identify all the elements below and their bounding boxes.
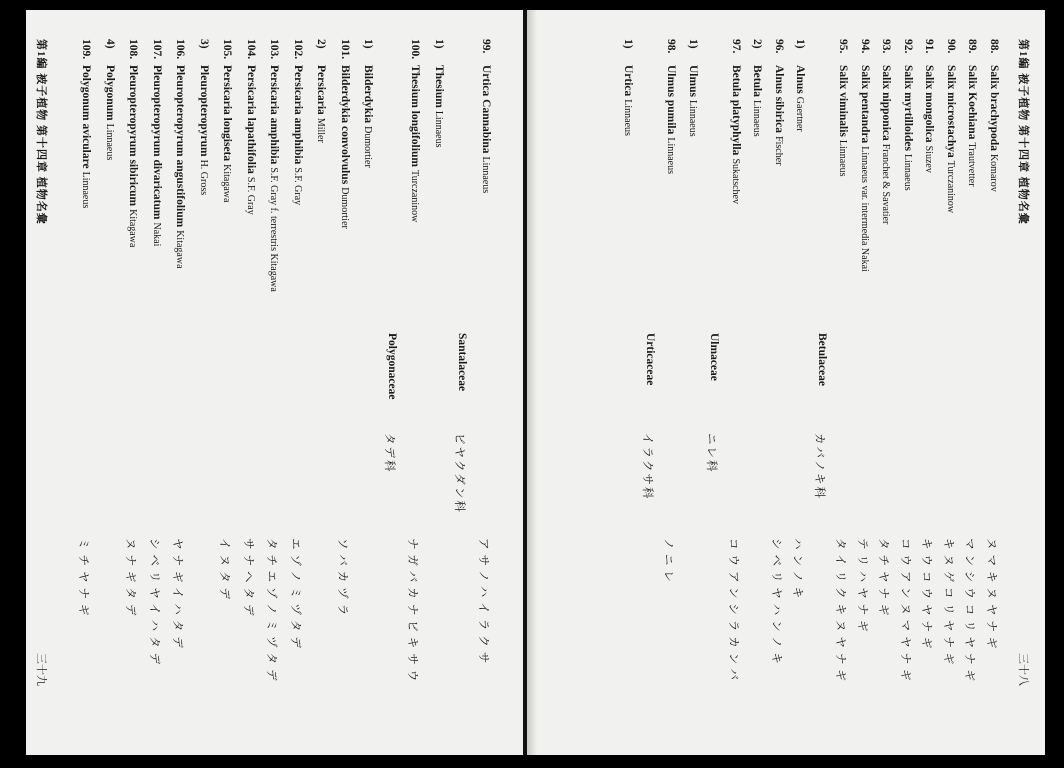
entry-row <box>193 33 210 733</box>
scientific-name <box>198 65 210 195</box>
entry-row <box>475 33 492 733</box>
taxon-name: Salix microstachya <box>945 64 957 158</box>
family-japanese-name: タデ科 <box>382 432 395 473</box>
entry-row <box>940 33 957 733</box>
scientific-name <box>730 65 742 204</box>
author-citation: Linnaeus <box>837 139 849 177</box>
scientific-name <box>362 65 374 168</box>
scientific-name <box>127 65 139 247</box>
author-citation: Kitagawa <box>174 229 185 269</box>
author-citation: Miller <box>315 117 326 143</box>
taxon-name: Urtica <box>622 64 635 96</box>
family-name: Santalaceae <box>456 332 468 391</box>
taxon-name: Bilderdykia <box>362 64 374 123</box>
family-name: Betulaceae <box>816 332 828 386</box>
entry-number: 92. <box>902 38 914 53</box>
entry-number: 95. <box>837 38 850 53</box>
japanese-name: キヌゲコリヤナギ <box>942 537 954 669</box>
japanese-name: シベリヤハンノキ <box>770 537 782 669</box>
left-page-content <box>30 33 520 733</box>
entry-number: 106. <box>174 38 186 59</box>
entry-number: 89. <box>966 38 979 53</box>
family-name: Ulmaceae <box>708 332 721 381</box>
japanese-name: テリハヤナギ <box>856 537 868 637</box>
entry-number: 94. <box>859 38 871 53</box>
taxon-name: Salix Koehiana <box>966 64 979 139</box>
scientific-name <box>838 65 850 177</box>
taxon-name: Persicaria longiseta <box>221 64 233 161</box>
right-page <box>527 10 1045 755</box>
japanese-name: ハンノキ <box>791 537 804 603</box>
entry-row <box>854 33 871 733</box>
japanese-name: シベリヤイハタデ <box>147 537 160 669</box>
entry-row <box>962 33 979 733</box>
author-citation: Kitagawa <box>221 163 232 202</box>
entry-number: 91. <box>923 38 936 53</box>
taxon-name: Urtica Cannabina <box>479 64 492 153</box>
taxon-name: Polygonum aviculare <box>80 64 92 169</box>
entry-row <box>357 33 374 733</box>
entry-row <box>983 33 1000 733</box>
entry-row <box>725 33 742 733</box>
author-citation: Linnaeus <box>687 99 698 137</box>
scientific-name <box>104 65 116 160</box>
entry-row <box>240 33 257 733</box>
scientific-name <box>221 65 233 202</box>
japanese-name: タチヤナギ <box>877 537 890 620</box>
author-citation: Turczaninow <box>945 160 956 213</box>
japanese-name: マンシウコリヤナギ <box>963 537 976 686</box>
entry-number: 108. <box>127 38 139 59</box>
entry-row <box>169 33 186 733</box>
author-citation: Nakai <box>150 222 162 246</box>
scientific-name <box>687 65 699 137</box>
family-japanese-name: カバノキ科 <box>813 432 825 500</box>
entry-row <box>897 33 914 733</box>
author-citation: Turczaninow <box>409 169 420 222</box>
entry-number: 107. <box>150 38 163 59</box>
taxon-name: Ulmus <box>687 64 699 97</box>
author-citation: Linnaeus <box>103 123 115 160</box>
entry-number: 2) <box>751 38 764 49</box>
japanese-name: ヌマキヌヤナギ <box>985 537 997 653</box>
scientific-name <box>245 65 257 215</box>
entry-row <box>99 33 116 733</box>
entry-row <box>682 33 699 733</box>
author-citation: Gaertner <box>794 96 806 132</box>
entry-row <box>661 33 678 733</box>
author-citation: Linnaeus <box>751 99 763 137</box>
entry-row <box>768 33 785 733</box>
family-name: Urticaceae <box>644 332 656 385</box>
scientific-name <box>80 65 92 208</box>
entry-number: 2) <box>315 38 327 49</box>
entry-row <box>919 33 936 733</box>
taxon-name: Persicaria amphibia <box>291 64 304 164</box>
taxon-name: Bilderdykia convolvulus <box>338 64 351 184</box>
author-citation: S.F. Gray f. terrestris Kitagawa <box>268 166 279 292</box>
taxon-name: Alnus <box>794 64 807 94</box>
scientific-name <box>409 65 421 222</box>
entry-number: 97. <box>730 38 742 53</box>
scientific-name <box>945 65 957 213</box>
author-citation: Linnaeus var. intermedia Nakai <box>859 145 870 272</box>
entry-row <box>216 33 233 733</box>
running-title: 第1編 被子植物 第十四章 植物名彙 <box>34 38 47 225</box>
right-page-content <box>532 33 1040 733</box>
entry-row <box>310 33 327 733</box>
family-row <box>451 33 468 733</box>
entry-row <box>334 33 351 733</box>
author-citation: Siuzev <box>923 145 935 173</box>
author-citation: Franchet & Savatier <box>880 143 892 224</box>
family-japanese-name: ニレ科 <box>705 432 718 473</box>
entry-row <box>287 33 304 733</box>
entry-number: 1) <box>794 38 807 49</box>
scientific-name <box>924 65 936 173</box>
family-row <box>639 33 656 733</box>
author-citation: Linnaeus <box>80 171 91 208</box>
taxon-name: Salix brachypoda <box>988 64 1000 151</box>
japanese-name: タチエゾノミヅタデ <box>265 537 277 685</box>
scientific-name <box>268 65 280 292</box>
scientific-name <box>902 65 914 191</box>
author-citation: Linnaeus <box>902 153 913 191</box>
japanese-name: ソバカヅラ <box>335 537 348 620</box>
scientific-name <box>433 65 445 147</box>
taxon-name: Pleuropteropyrum divaricatum <box>150 64 163 219</box>
scientific-name <box>151 65 163 246</box>
entry-number: 98. <box>665 38 678 53</box>
entry-number: 88. <box>988 38 1000 53</box>
right-page-header <box>1015 33 1032 733</box>
taxon-name: Persicaria <box>315 64 327 115</box>
japanese-name: エゾノミヅタデ <box>288 537 301 653</box>
running-title: 第1編 被子植物 第十四章 植物名彙 <box>1017 38 1029 225</box>
entry-row <box>75 33 92 733</box>
author-citation: H. Gross <box>197 159 209 195</box>
japanese-name: タイリクキヌヤナギ <box>834 537 847 686</box>
taxon-name: Pleuropteropyrum <box>197 64 210 157</box>
author-citation: Linnaeus <box>479 156 491 193</box>
entry-number: 109. <box>80 38 92 59</box>
taxon-name: Salix mongolica <box>923 64 936 143</box>
family-japanese-name: ビヤクダン科 <box>453 432 465 514</box>
entry-number: 102. <box>291 38 304 59</box>
entry-number: 1) <box>432 38 445 49</box>
family-row <box>381 33 398 733</box>
japanese-name: ナガバカナビキサウ <box>406 537 418 686</box>
entry-row <box>263 33 280 733</box>
entry-row <box>146 33 163 733</box>
entry-number: 4) <box>103 38 116 49</box>
taxon-name: Alnus sibirica <box>773 64 785 133</box>
left-page-footer <box>33 33 50 733</box>
family-japanese-name: イラクサ科 <box>641 432 653 500</box>
taxon-name: Betula <box>751 64 764 97</box>
taxon-name: Betula platyphylla <box>730 64 742 155</box>
scientific-name <box>315 65 327 143</box>
entry-row <box>428 33 445 733</box>
scientific-name <box>988 65 1000 192</box>
entry-number: 1) <box>687 38 699 49</box>
entry-number: 90. <box>945 38 957 53</box>
entry-number: 1) <box>622 38 635 49</box>
scientific-name <box>881 65 893 224</box>
taxon-name: Pleuropteropyrum angustifolium <box>174 64 186 227</box>
scientific-name <box>795 65 807 132</box>
author-citation: Linnaeus <box>432 110 444 147</box>
scientific-name <box>666 65 678 174</box>
family-name: Polygonaceae <box>385 332 398 399</box>
taxon-name: Salix myrtilloides <box>902 64 914 151</box>
page-number: 三十八 <box>1017 652 1029 686</box>
scientific-name <box>859 65 871 272</box>
entry-number: 103. <box>268 38 280 59</box>
entry-row <box>618 33 635 733</box>
author-citation: Komarov <box>988 153 999 192</box>
author-citation: Linnaeus <box>622 98 634 136</box>
taxon-name: Ulmus pumila <box>665 64 678 134</box>
family-row <box>704 33 721 733</box>
author-citation: Dumortier <box>338 186 350 229</box>
japanese-name: サナヘタデ <box>241 537 254 620</box>
entry-row <box>122 33 139 733</box>
entry-number: 101. <box>338 38 351 59</box>
taxon-name: Thesium <box>432 64 445 108</box>
japanese-name: キウコウヤナギ <box>920 537 933 653</box>
entry-row <box>404 33 421 733</box>
taxon-name: Pleuropteropyrum sibiricum <box>127 64 139 206</box>
scientific-name <box>174 65 186 269</box>
japanese-name: コウアンヌマヤナギ <box>899 537 911 686</box>
entry-row <box>790 33 807 733</box>
entry-row <box>876 33 893 733</box>
scientific-name <box>623 65 635 136</box>
family-row <box>811 33 828 733</box>
japanese-name: ヤナギイハタデ <box>171 537 183 653</box>
entry-number: 3) <box>197 38 210 49</box>
japanese-name: ノニレ <box>662 537 675 587</box>
taxon-name: Persicaria amphibia <box>268 64 280 164</box>
entry-number: 105. <box>221 38 233 59</box>
entry-number: 104. <box>244 38 257 59</box>
taxon-name: Persicaria lapathifolia <box>244 64 257 174</box>
scientific-name <box>773 65 785 166</box>
author-citation: Sukatschev <box>730 157 741 204</box>
left-page <box>26 10 523 755</box>
taxon-name: Salix viminalis <box>837 64 850 137</box>
scientific-name <box>292 65 304 205</box>
author-citation: S.F. Gray <box>291 166 303 205</box>
taxon-name: Thesium longifolium <box>409 64 421 167</box>
scientific-name <box>480 65 492 193</box>
taxon-name: Salix pentandra <box>859 64 871 143</box>
japanese-name: アサノハイラクサ <box>476 537 489 668</box>
scientific-name <box>752 65 764 137</box>
author-citation: Linnaeus <box>665 136 677 174</box>
entry-row <box>833 33 850 733</box>
taxon-name: Salix nipponica <box>880 64 893 141</box>
author-citation: Kitagawa <box>127 208 138 247</box>
entry-number: 96. <box>773 38 785 53</box>
japanese-name: ミチヤナギ <box>77 537 89 620</box>
entry-number: 100. <box>409 38 421 59</box>
japanese-name: コウアンシラカンバ <box>727 537 739 685</box>
entry-number: 99. <box>479 38 492 53</box>
page-shadow <box>527 10 537 755</box>
entry-number: 93. <box>880 38 893 53</box>
scientific-name <box>339 65 351 229</box>
author-citation: Dumortier <box>362 125 373 168</box>
japanese-name: ヌナギタデ <box>124 537 136 620</box>
author-citation: Fischer <box>773 135 784 166</box>
scientific-name <box>967 65 979 187</box>
japanese-name: イヌタデ <box>218 537 230 604</box>
taxon-name: Polygonum <box>103 64 116 121</box>
page-number: 三十九 <box>34 652 47 686</box>
entry-number: 1) <box>362 38 374 49</box>
author-citation: S.F. Gray <box>244 176 256 215</box>
author-citation: Trautvetter <box>966 141 978 187</box>
entry-row <box>747 33 764 733</box>
